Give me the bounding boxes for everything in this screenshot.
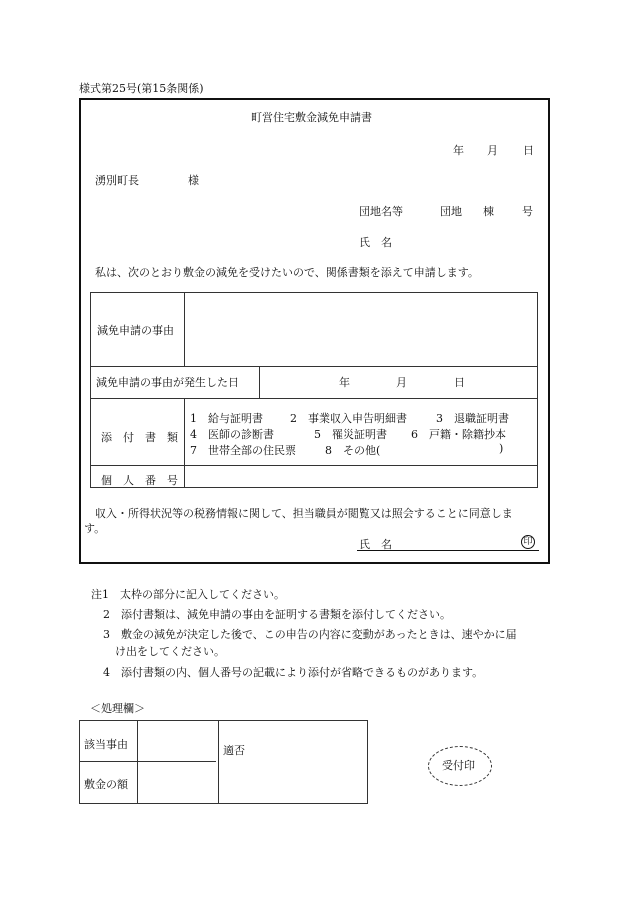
doc-item-8: 8 その他(: [325, 444, 381, 457]
applicant-name-label: 氏 名: [359, 236, 392, 249]
addressee-name: 湧別町長: [95, 174, 139, 187]
note-4: 4 添付書類の内、個人番号の記載により添付が省略できるものがあります。: [103, 666, 484, 679]
date-day-label: 日: [523, 144, 534, 157]
consent-text-line2: す。: [84, 522, 106, 535]
doc-item-5: 5 罹災証明書: [314, 428, 387, 441]
occurred-month-label: 月: [396, 376, 407, 389]
building-unit: 棟: [483, 205, 494, 218]
applicable-reason-label: 該当事由: [84, 738, 128, 751]
approval-label: 適否: [223, 744, 245, 757]
doc-item-3: 3 退職証明書: [436, 412, 509, 425]
application-statement: 私は、次のとおり敷金の減免を受けたいので、関係書類を添えて申請します。: [95, 266, 479, 279]
occurred-date-label: 減免申請の事由が発生した日: [96, 376, 239, 389]
room-unit: 号: [522, 205, 533, 218]
consent-text-line1: 収入・所得状況等の税務情報に関して、担当職員が閲覧又は照会することに同意しま: [95, 507, 513, 520]
date-year-label: 年: [453, 144, 464, 157]
doc-item-4: 4 医師の診断書: [190, 428, 274, 441]
received-stamp-label: 受付印: [442, 759, 475, 772]
form-reference: 様式第25号(第15条関係): [79, 82, 204, 95]
deposit-amount-label: 敷金の額: [84, 778, 128, 791]
my-number-label: 個 人 番 号: [101, 474, 178, 487]
attached-docs-label: 添 付 書 類: [101, 431, 178, 444]
processing-title: ＜処理欄＞: [90, 702, 145, 715]
seal-mark: 印: [521, 535, 535, 549]
doc-item-8-close: ): [499, 442, 504, 455]
addressee-honorific: 様: [188, 174, 199, 187]
date-month-label: 月: [487, 144, 498, 157]
occurred-year-label: 年: [339, 376, 350, 389]
reason-label: 減免申請の事由: [97, 324, 174, 337]
note-3-line2: け出をしてください。: [115, 645, 225, 658]
form-title: 町営住宅敷金減免申請書: [251, 111, 372, 124]
doc-item-6: 6 戸籍・除籍抄本: [411, 428, 506, 441]
consent-name-label: 氏 名: [359, 538, 392, 551]
note-2: 2 添付書類は、減免申請の事由を証明する書類を添付してください。: [103, 608, 451, 621]
doc-item-7: 7 世帯全部の住民票: [190, 444, 296, 457]
consent-name-underline: [357, 550, 539, 551]
doc-item-2: 2 事業収入申告明細書: [290, 412, 407, 425]
occurred-day-label: 日: [454, 376, 465, 389]
doc-item-1: 1 給与証明書: [190, 412, 263, 425]
complex-label: 団地名等: [359, 205, 403, 218]
note-1: 注1 太枠の部分に記入してください。: [91, 588, 285, 601]
note-3-line1: 3 敷金の減免が決定した後で、この申告の内容に変動があったときは、速やかに届: [103, 628, 517, 641]
complex-unit: 団地: [440, 205, 462, 218]
